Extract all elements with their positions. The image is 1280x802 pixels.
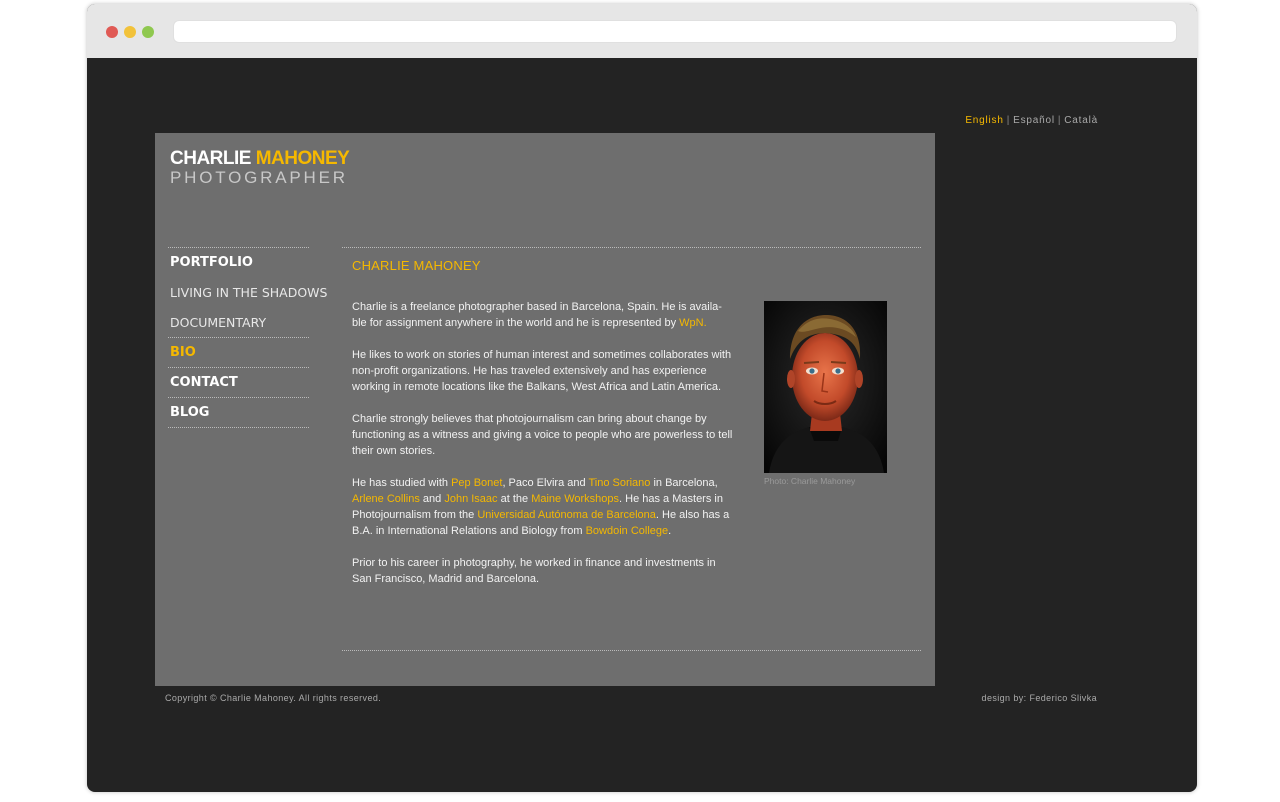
- logo-name: [170, 149, 349, 169]
- portrait-image: [764, 301, 887, 473]
- universidad-autonoma-link[interactable]: Universidad Autónoma de Barcelona: [477, 509, 656, 521]
- nav-item-documentary[interactable]: DOCUMENTARY: [168, 308, 309, 338]
- nav-item-living-in-the-shadows[interactable]: LIVING IN THE SHADOWS: [170, 285, 328, 300]
- bio-content: [342, 247, 921, 651]
- text-segment: . He has a Masters in Photojournalism from the: [352, 493, 723, 521]
- text-segment: .: [668, 525, 672, 537]
- browser-toolbar: [87, 4, 1197, 58]
- bio-paragraph-3: Charlie strongly believes that photojournalism can bring about change by functioning as a witness and giving a voice to people who are powerless to tell their own stories.: [352, 413, 733, 457]
- john-isaac-link[interactable]: John Isaac: [444, 493, 498, 505]
- bio-paragraph-5: Prior to his career in photography, he worked in finance and investments in San Francisco, Madrid and Barcelona.: [352, 557, 716, 585]
- text-segment: and: [419, 493, 445, 505]
- logo-last-name: MAHONEY: [255, 148, 350, 169]
- nav-item-bio[interactable]: BIO: [168, 338, 309, 368]
- maine-workshops-link[interactable]: Maine Workshops: [531, 493, 620, 505]
- portrait-photo: [764, 301, 887, 473]
- bio-paragraph-4: [352, 475, 734, 539]
- footer-copyright: Copyright © Charlie Mahoney. All rights reserved.: [165, 693, 382, 703]
- text-segment: , Paco Elvira and: [502, 477, 589, 489]
- lang-spanish-link[interactable]: Español: [1013, 115, 1055, 126]
- page-title: CHARLIE MAHONEY: [352, 258, 481, 273]
- lang-separator: |: [1006, 115, 1011, 126]
- nav-item-portfolio[interactable]: PORTFOLIO: [170, 255, 253, 270]
- nav-item-contact[interactable]: CONTACT: [168, 368, 309, 398]
- bio-paragraph-2: He likes to work on stories of human interest and sometimes collaborates with non-profit organizations. He has traveled extensively and has experience working in remote locations like the Balkans, West Africa and Latin America.: [352, 349, 732, 393]
- wpn-link[interactable]: WpN.: [679, 317, 707, 329]
- text-segment: He has studied with: [352, 477, 452, 489]
- arlene-collins-link[interactable]: Arlene Collins: [352, 493, 420, 505]
- language-switcher: [965, 115, 1098, 126]
- photo-caption: Photo: Charlie Mahoney: [764, 476, 856, 486]
- close-window-dot[interactable]: [106, 26, 118, 38]
- footer-design-credit[interactable]: design by: Federico Slivka: [981, 693, 1097, 703]
- nav-item-blog[interactable]: BLOG: [168, 398, 309, 428]
- minimize-window-dot[interactable]: [124, 26, 136, 38]
- maximize-window-dot[interactable]: [142, 26, 154, 38]
- lang-catalan-link[interactable]: Català: [1064, 115, 1098, 126]
- logo-first-name: CHARLIE: [170, 148, 251, 169]
- logo-subtitle: PHOTOGRAPHER: [170, 168, 348, 187]
- lang-separator: |: [1057, 115, 1062, 126]
- bio-paragraph-1-text: Charlie is a freelance photographer based in Barcelona, Spain. He is availa-ble for assignment anywhere in the world and he is represented by: [352, 301, 722, 329]
- address-bar[interactable]: [173, 20, 1177, 43]
- pep-bonet-link[interactable]: Pep Bonet: [451, 477, 503, 489]
- site-panel: [155, 133, 935, 686]
- text-segment: . He also has a B.A. in International Relations and Biology from: [352, 509, 730, 537]
- main-nav: [168, 247, 328, 428]
- bio-paragraph-1: [352, 299, 734, 331]
- bio-text: [352, 299, 734, 603]
- site-logo[interactable]: [170, 149, 349, 187]
- tino-soriano-link[interactable]: Tino Soriano: [588, 477, 651, 489]
- bowdoin-college-link[interactable]: Bowdoin College: [585, 525, 669, 537]
- text-segment: in Barcelona,: [650, 477, 718, 489]
- lang-english-link[interactable]: English: [965, 115, 1004, 126]
- text-segment: at the: [497, 493, 532, 505]
